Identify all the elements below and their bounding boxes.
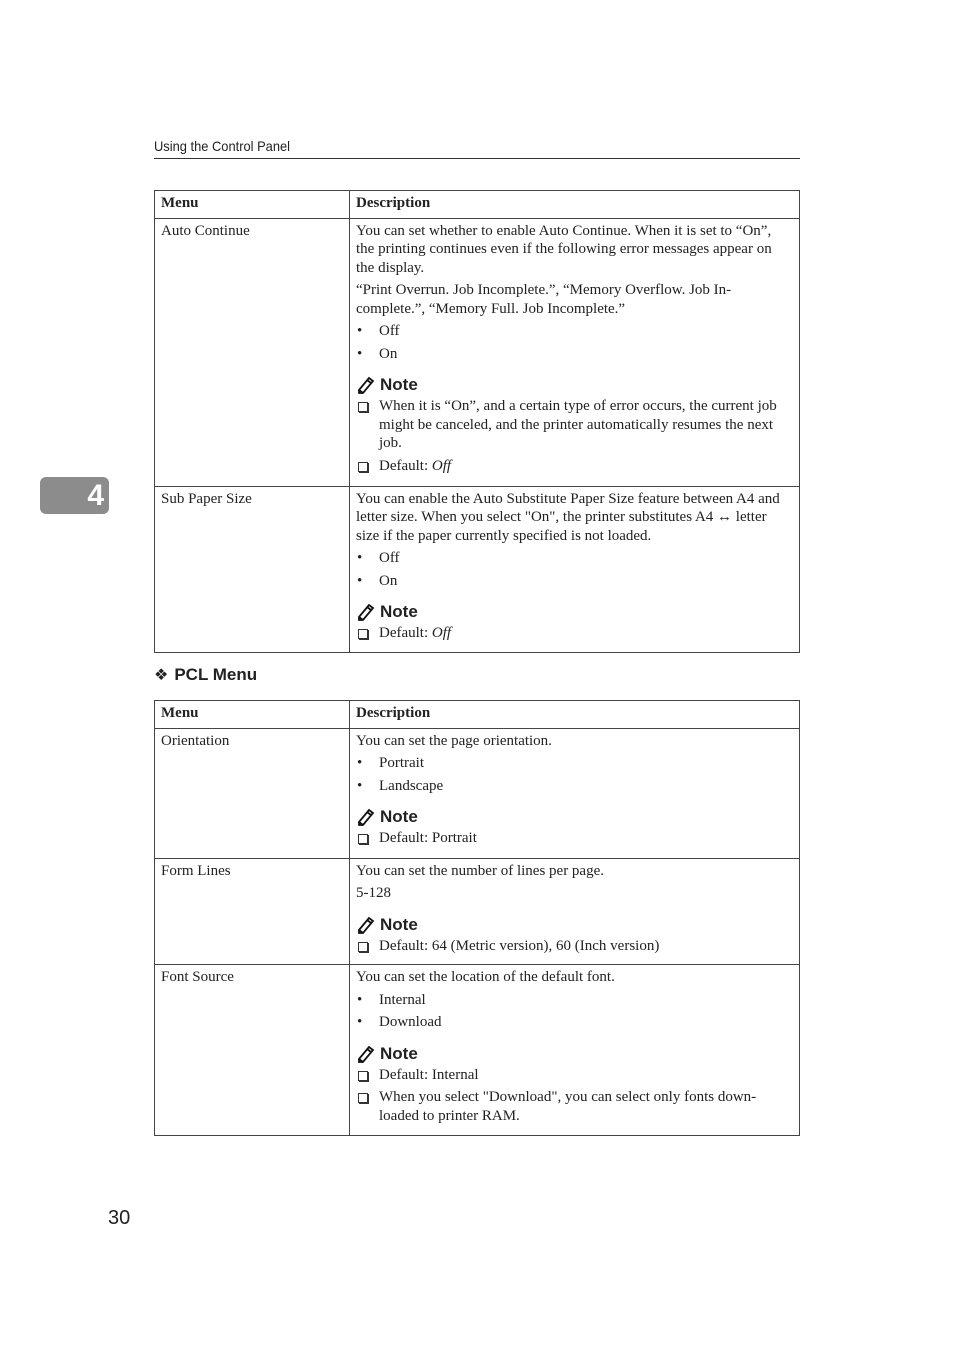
pencil-note-icon: [356, 602, 376, 622]
description-text: You can set whether to enable Auto Continue. When it is set to “On”, the printing continues even if the following error messages appear on the display.: [356, 222, 772, 276]
note-item: Default: 64 (Metric version), 60 (Inch version): [356, 937, 793, 956]
option-item: • Download: [356, 1013, 793, 1032]
note-label: Note: [380, 375, 418, 394]
section-heading: [154, 665, 257, 685]
note-item: [356, 624, 793, 643]
menu-name: Orientation: [155, 728, 350, 858]
section-title: PCL Menu: [174, 665, 258, 684]
note-item: Default: Internal: [356, 1066, 793, 1085]
option-item: • Landscape: [356, 777, 793, 796]
note-label: Note: [380, 602, 418, 621]
option-item: • On: [356, 572, 793, 591]
diamond-bullet-icon: ❖: [154, 667, 169, 684]
chapter-tab: [40, 477, 109, 514]
description-text: You can enable the Auto Substitute Paper Size feature between A4 and letter size. When you select "On", the printer substitutes A4 ↔ letter size if the paper currently specified is not loaded.: [356, 490, 780, 544]
description-text: “Print Overrun. Job Incomplete.”, “Memory Overflow. Job In-complete.”, “Memory Full. Job Incomplete.”: [356, 282, 732, 317]
chapter-number: 4: [87, 479, 104, 512]
note-heading: [356, 1044, 793, 1064]
pencil-note-icon: [356, 375, 376, 395]
note-label: Note: [380, 1043, 418, 1063]
note-item: Default: Portrait: [356, 829, 793, 848]
default-value: Off: [431, 625, 452, 641]
note-item: When it is “On”, and a certain type of error occurs, the current job might be canceled, and the printer automatically resumes the next job.: [356, 397, 793, 453]
option-item: • Portrait: [356, 754, 793, 773]
table-header-row: [155, 191, 800, 219]
description-text: You can set the number of lines per page.: [356, 862, 604, 879]
note-item: [356, 457, 793, 476]
description-text: You can set the location of the default font.: [356, 969, 615, 985]
option-item: • On: [356, 345, 793, 364]
column-header-menu: Menu: [155, 191, 350, 219]
pencil-note-icon: [356, 807, 376, 827]
running-header: Using the Control Panel: [154, 138, 291, 154]
table-row: [155, 965, 800, 1136]
description-text: You can set the page orientation.: [356, 732, 552, 749]
column-header-description: Description: [350, 701, 800, 729]
menu-name: Form Lines: [155, 858, 350, 965]
menu-name: Font Source: [155, 965, 350, 1136]
menu-description: [350, 858, 800, 965]
note-heading: [356, 915, 793, 935]
menu-table-pcl: [154, 700, 800, 1136]
menu-name: Sub Paper Size: [155, 486, 350, 652]
menu-name: Auto Continue: [155, 218, 350, 486]
note-heading: [356, 375, 793, 395]
pencil-note-icon: [356, 1044, 376, 1064]
menu-description: [350, 728, 800, 858]
note-label: Note: [380, 807, 418, 826]
table-row: [155, 858, 800, 965]
menu-table-general: [154, 190, 800, 653]
pencil-note-icon: [356, 915, 376, 935]
column-header-menu: Menu: [155, 701, 350, 729]
menu-description: [350, 486, 800, 652]
menu-description: [350, 965, 800, 1136]
default-prefix: Default:: [379, 457, 432, 474]
menu-description: [350, 218, 800, 486]
default-value: Off: [431, 457, 452, 474]
table-row: [155, 218, 800, 486]
note-heading: [356, 602, 793, 622]
table-header-row: [155, 701, 800, 729]
page-number: 30: [108, 1207, 131, 1229]
note-item: When you select "Download", you can select only fonts down-loaded to printer RAM.: [356, 1088, 793, 1125]
option-item: • Off: [356, 549, 793, 568]
description-text: 5-128: [356, 885, 391, 901]
table-row: [155, 486, 800, 652]
note-label: Note: [380, 914, 418, 934]
table-row: [155, 728, 800, 858]
header-rule: [154, 158, 800, 159]
default-prefix: Default:: [379, 625, 432, 641]
note-heading: [356, 807, 793, 827]
option-item: • Internal: [356, 991, 793, 1010]
column-header-description: Description: [350, 191, 800, 219]
option-item: • Off: [356, 322, 793, 341]
